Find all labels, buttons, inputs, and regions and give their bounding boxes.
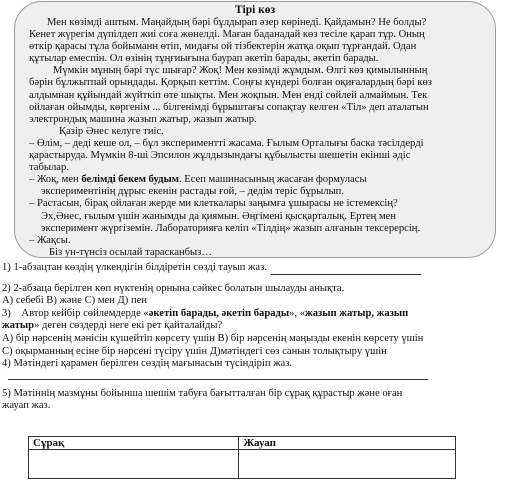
story-line: Кенет жүрегім дүпілдеп жиі соға жөнелді. Маған баданадай көз тесіле қарап тұр. Оның xyxy=(29,29,425,41)
story-title: Тірі көз xyxy=(234,4,276,16)
question-answer-table xyxy=(28,436,456,479)
story-line: алдымнан құйындай жүйткіп өте шықты. Мен жоқпын. Мен енді сөйлей алмаймын. Тек xyxy=(29,89,428,101)
answer-line[interactable] xyxy=(271,264,421,275)
story-box xyxy=(14,1,496,258)
question-cell[interactable] xyxy=(29,450,239,479)
story-line: Қазір Әнес келуге тиіс. xyxy=(59,125,164,137)
answer-line[interactable] xyxy=(8,371,428,380)
story-line: – Жақсы. xyxy=(29,234,71,246)
story-line: бәрін бұлжытпай орындады. Қорқып кеттім. Соңғы күндері болған оқиғалардың бәрі көз xyxy=(29,77,432,89)
table-header-answer: Жауап xyxy=(239,437,456,450)
question-3-options: С) оқырманның есіне бір нәрсені түсіру үшін Д)мәтіндегі сөз санын толықтыру үшін xyxy=(2,345,387,357)
question-2: 2) 2-абзаца берілген көп нүктенің орнына сәйкес болатын шылауды анықта. xyxy=(2,282,345,294)
story-line: – Өлім, – деді кеше ол, – бұл экспериментті жасама. Ғылым Орталығы баска тәсілдерді xyxy=(29,137,424,149)
story-line: ойлаған ойымды, көргенім ... білгенімді бұрыштағы сопақтау келген «Тіл» деп аталатын xyxy=(29,101,429,113)
story-line: табылар. xyxy=(29,162,69,174)
question-1: 1) 1-абзацтан көздің үлкендігін білдіретін сөзді тауып жаз. xyxy=(2,262,502,275)
table-header-question: Сұрақ xyxy=(29,437,239,450)
story-line-bold-words: – Жоқ, мен белімді бекем будым. Есеп машинасының жасаған формуласы xyxy=(29,174,367,186)
question-4: 4) Мәтіндегі қарамен берілген сөздің мағынасын түсіндіріп жаз. xyxy=(2,358,293,370)
story-line: электрондық машина жазып жатыр, жазып жатыр. xyxy=(29,113,257,125)
story-line: Біз ун-түнсіз осылай тарасканбыз… xyxy=(49,246,212,258)
question-2-options: А) себебі В) және С) мен Д) пен xyxy=(2,295,147,307)
bold-word-bekem-budym: бекем будым xyxy=(118,174,179,186)
question-3-text: 3) Автор кейбір сөйлемдерде «әкетіп барады, әкетіп барады», «жазып жатыр, жазып xyxy=(2,307,409,319)
story-line: өткір қарасы тұла бойыманн өтіп, мидағы ой тізбектерін жатқа оқып тұрғандай. Одан xyxy=(29,41,417,53)
question-5: 5) Мәтіннің мазмұны бойынша шешім табуға бағытталған бір сұрақ құрастыр және оған xyxy=(2,387,403,399)
story-line: экспериментінің дұрыс екенін растады ғой, – дедім теріс бұрылып. xyxy=(41,186,344,198)
question-3-options: А) бір нәрсенің мәнісін күшейтіп көрсету үшін В) бір нәрсенің маңызды екенін көрсету үшін xyxy=(2,332,424,344)
question-3-text-cont: жатыр» деген сөздерді неге екі рет қайталайды? xyxy=(2,320,223,332)
story-line: Эх,Әнес, ғылым үшін жанымды да қиямын. Әңгімені қысқарталық. Ертең мен xyxy=(41,210,397,222)
story-line: қарастыруда. Мүмкін 8-ші Эпсилон жұлдызындағы құбылысты шешетін екінші әдіс xyxy=(29,150,411,162)
story-line: эксперимент жүргіземін. Лабораторияға келіп «Тілдің» жазып алғанын тексерерсің. xyxy=(41,222,421,234)
story-line: Мен көзімді аштым. Маңайдың бәрі бұлдырап әзер көрінеді. Қайдамын? Не болды? xyxy=(47,17,427,28)
story-line: құтылар емеспін. Ол өзінің тұңғиығына баурап әкетіп барады, әкетіп барады. xyxy=(29,53,379,65)
story-line: – Растасын, бірақ ойлаған жерде ми клеткалары заңымға ұшырасы не істемексің? xyxy=(29,198,398,210)
questions-section xyxy=(2,262,502,413)
story-line: Мүмкін мұның бәрі түс шығар? Жоқ! Мен көзімді жұмдым. Өлгі көз қимылынның xyxy=(53,65,428,77)
bold-word-belimdi: белімді xyxy=(81,174,116,186)
answer-cell[interactable] xyxy=(239,450,456,479)
question-5-cont: жауап жаз. xyxy=(2,400,51,412)
